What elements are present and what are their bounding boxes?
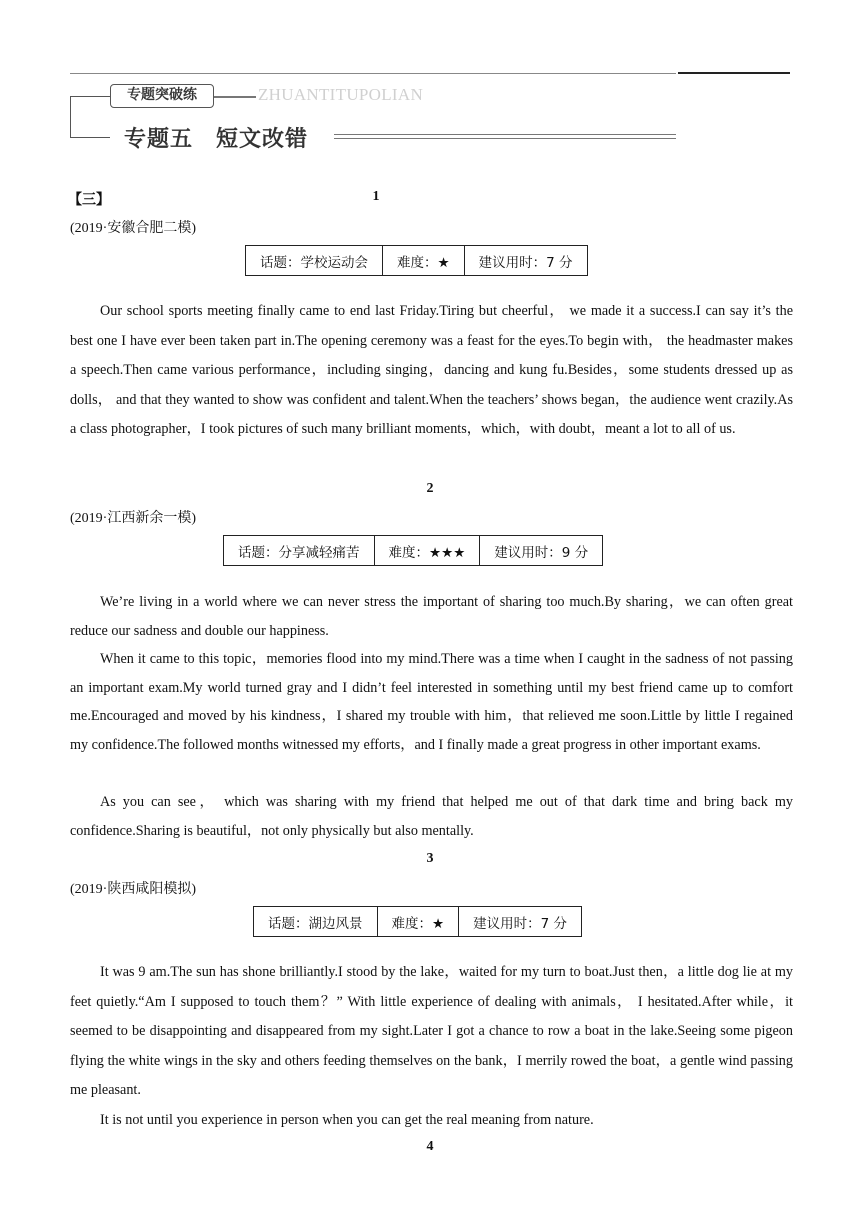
- topic-cell: 话题：分享减轻痛苦: [224, 536, 375, 566]
- passage-number: 2: [426, 481, 434, 496]
- passage-paragraph: As you can see， which was sharing with my friend that helped me out of that dark time and bring back my confidence.Sharing is beautiful，not only physically but also mentally.: [70, 794, 793, 839]
- passage-number: 4: [426, 1139, 434, 1154]
- passage-source: (2019·江西新余一模): [70, 511, 196, 526]
- section-badge: 专题突破练: [110, 84, 214, 108]
- passage-number: 3: [426, 851, 434, 866]
- passage-number: 1: [372, 189, 380, 204]
- topic-cell: 话题：学校运动会: [246, 246, 383, 276]
- section-label: 【三】: [68, 193, 110, 208]
- topic-cell: 话题：湖边风景: [254, 907, 378, 937]
- difficulty-cell: 难度：★: [377, 907, 459, 937]
- passage-paragraph: It is not until you experience in person when you can get the real meaning from nature.: [100, 1112, 594, 1128]
- difficulty-cell: 难度：★★★: [374, 536, 480, 566]
- passage-meta-table: [245, 245, 588, 276]
- title-double-rule: [334, 134, 676, 139]
- passage-source: (2019·安徽合肥二模): [70, 221, 196, 236]
- badge-connector: [214, 96, 256, 98]
- passage-paragraph: Our school sports meeting finally came to end last Friday.Tiring but cheerful， we made it a success.I can say it’s the best one I have ever been taken part in.The opening ceremony was a feast for the eyes.To begin with， the headmaster makes a speech.Then came various performance，including singing，dancing and kung fu.Besides，some students dressed up as dolls， and that they wanted to show was confident and talent.When the teachers’ shows began，the audience went crazily.As a class photographer，I took pictures of such many brilliant moments，which，with doubt，meant a lot to all of us.: [70, 303, 793, 437]
- time-cell: 建议用时：7 分: [464, 246, 587, 276]
- header-rule: [70, 73, 676, 74]
- header-bracket: [70, 96, 110, 138]
- difficulty-cell: 难度：★: [383, 246, 465, 276]
- page-title: 专题五 短文改错: [124, 127, 309, 152]
- passage-meta-table: [223, 535, 603, 566]
- passage-meta-table: [253, 906, 582, 937]
- passage-paragraph: We’re living in a world where we can never stress the important of sharing too much.By sharing，we can often great reduce our sadness and double our happiness.: [70, 594, 793, 639]
- passage-paragraph: It was 9 am.The sun has shone brilliantly.I stood by the lake，waited for my turn to boat.Just then，a little dog lie at my feet quietly.“Am I supposed to touch them？” With little experience of dealing with animals， I hesitated.After while，it seemed to be disappointing and disappeared from my sight.Later I got a chance to row a boat in the lake.Seeing some pigeon flying the white wings in the sky and others feeding themselves on the bank，I merrily rowed the boat，a gentle wind passing me pleasant.: [70, 964, 793, 1098]
- passage-source: (2019·陕西咸阳模拟): [70, 882, 196, 897]
- time-cell: 建议用时：9 分: [480, 536, 603, 566]
- header-rule-right: [678, 72, 790, 74]
- passage-paragraph: When it came to this topic，memories flood into my mind.There was a time when I caught in the sadness of not passing an important exam.My world turned gray and I didn’t feel interested in something until my best friend came up to comfort me.Encouraged and moved by his kindness，I shared my trouble with him，that relieved me soon.Little by little I regained my confidence.The followed months witnessed my efforts，and I finally made a great progress in other important exams.: [70, 651, 793, 753]
- header-pinyin: ZHUANTITUPOLIAN: [258, 85, 424, 104]
- time-cell: 建议用时：7 分: [459, 907, 582, 937]
